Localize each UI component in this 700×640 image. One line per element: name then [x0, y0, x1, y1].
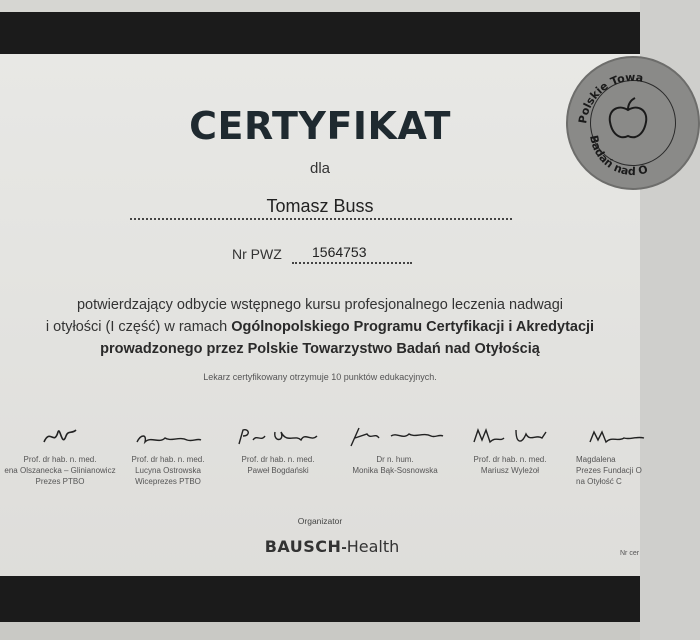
organizer-label: Organizator: [297, 516, 343, 526]
signature-block-4: Dr n. hum. Monika Bąk-Sosnowska: [340, 424, 450, 476]
name-dotted-line: [130, 218, 512, 220]
bausch-health-logo: BAUSCH-Health: [264, 537, 400, 556]
pwz-label: Nr PWZ: [232, 246, 282, 262]
certificate-body: [0, 294, 640, 360]
signature-block-3: Prof. dr hab. n. med. Paweł Bogdański: [228, 424, 328, 476]
credits-note: Lekarz certyfikowany otrzymuje 10 punktów edukacyjnych.: [203, 372, 437, 382]
pwz-number: 1564753: [312, 244, 367, 260]
pwz-dotted-line: [292, 262, 412, 264]
top-black-band: [0, 12, 640, 54]
handwritten-signature: [345, 424, 445, 450]
signature-block-1: Prof. dr hab. n. med. ena Olszanecka – Glinianowicz Prezes PTBO: [0, 424, 122, 487]
handwritten-signature: [235, 424, 321, 450]
body-line-3: prowadzonego przez Polskie Towarzystwo Badań nad Otyłością: [100, 341, 540, 357]
handwritten-signature: [40, 424, 80, 450]
svg-text:Polskie Towa: Polskie Towa: [576, 70, 645, 125]
signature-block-5: Prof. dr hab. n. med. Mariusz Wyleżoł: [460, 424, 560, 476]
bottom-black-band: [0, 576, 640, 622]
body-line-2-plain: i otyłości (I część) w ramach: [45, 319, 232, 335]
handwritten-signature: [586, 424, 650, 450]
recipient-name: Tomasz Buss: [266, 196, 374, 216]
certificate-number-label: Nr cer: [620, 550, 640, 557]
body-line-1: potwierdzający odbycie wstępnego kursu profesjonalnego leczenia nadwagi: [76, 297, 564, 313]
body-line-2: [0, 316, 640, 338]
handwritten-signature: [470, 424, 550, 450]
signature-block-6: Magdalena Prezes Fundacji O na Otyłość C: [576, 424, 656, 487]
svg-text:Badań nad O: Badań nad O: [587, 134, 650, 179]
signature-block-2: Prof. dr hab. n. med. Lucyna Ostrowska Wiceprezes PTBO: [118, 424, 218, 487]
certificate-title: CERTYFIKAT: [189, 104, 451, 148]
top-edge: [0, 0, 640, 12]
for-label: dla: [309, 160, 331, 177]
handwritten-signature: [133, 424, 203, 450]
bottom-edge: [0, 622, 640, 640]
body-line-2-bold: Ogólnopolskiego Programu Certyfikacji i Akredytacji: [231, 319, 595, 335]
